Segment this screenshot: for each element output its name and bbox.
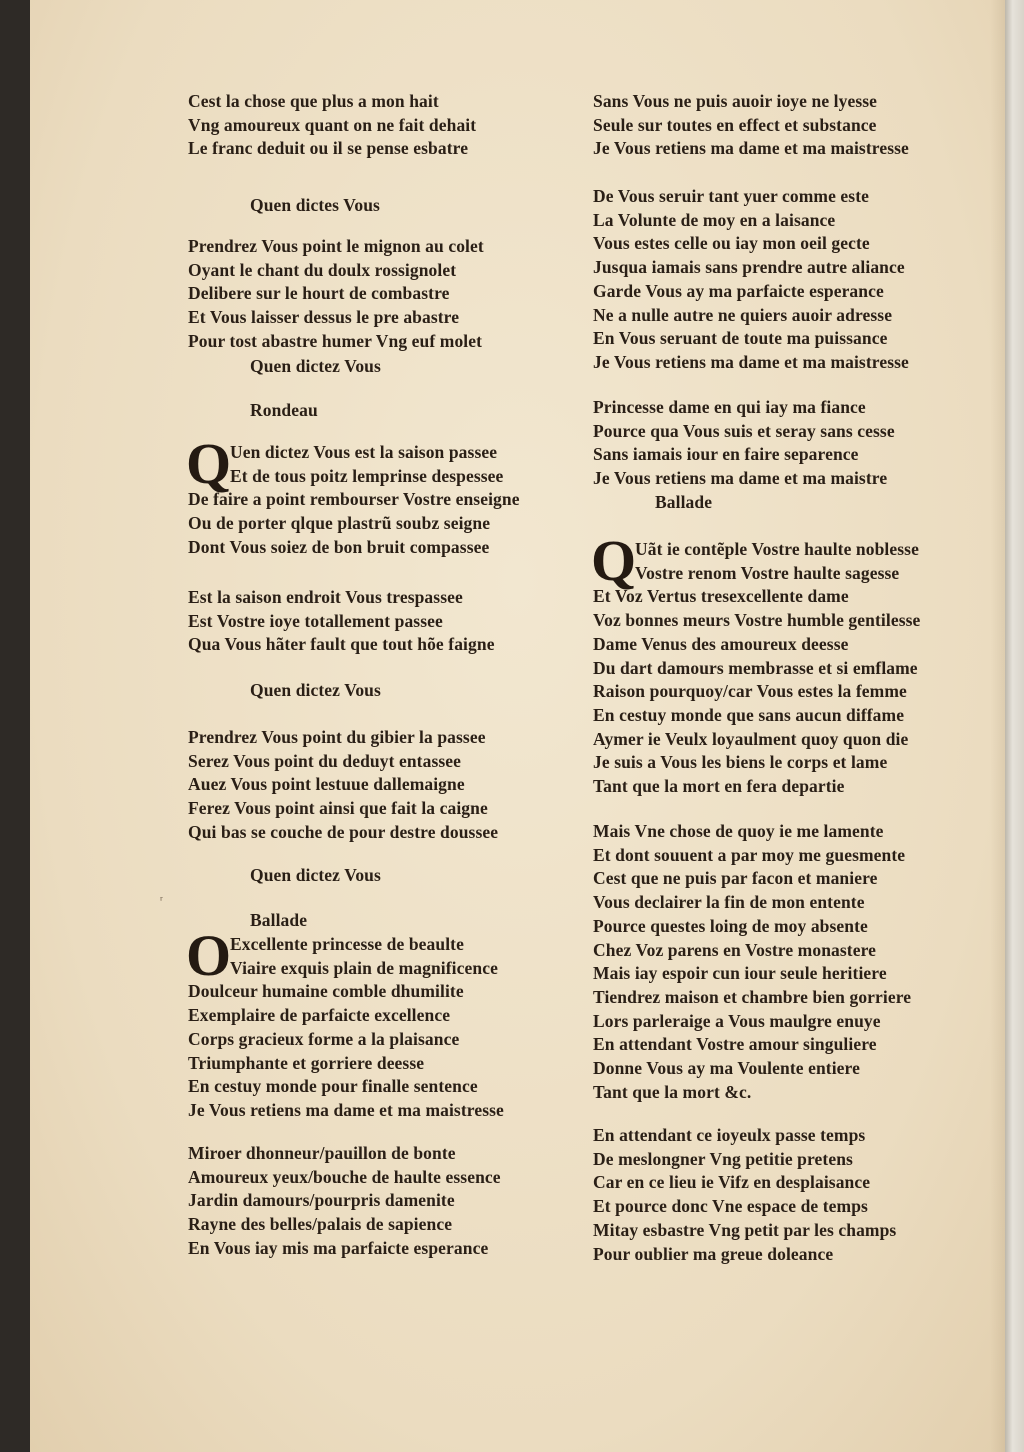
book-page: [30, 0, 1005, 1452]
verse-line: Vng amoureux quant on ne fait dehait: [188, 114, 477, 135]
verse-line: Tant que la mort &c.: [593, 1081, 752, 1102]
verse-line: Je Vous retiens ma dame et ma maistre: [593, 468, 888, 489]
verse-line: Vous declairer la fin de mon entente: [593, 892, 865, 913]
verse-line: De meslongner Vng petitie pretens: [593, 1148, 853, 1169]
verse-line: Dont Vous soiez de bon bruit compassee: [188, 536, 490, 557]
verse-line: Chez Voz parens en Vostre monastere: [593, 939, 877, 960]
verse-line: Delibere sur le hourt de combastre: [188, 283, 450, 304]
drop-capital: O: [186, 923, 232, 988]
verse-line: Jardin damours/pourpris damenite: [188, 1190, 455, 1211]
section-heading: Quen dictez Vous: [250, 680, 381, 700]
verse-line: Serez Vous point du deduyt entassee: [188, 750, 462, 771]
verse-line: Mais iay espoir cun iour seule heritiere: [593, 963, 887, 984]
verse-line: Du dart damours membrasse et si emflame: [593, 657, 918, 678]
drop-capital: Q: [591, 528, 637, 593]
verse-line: Je Vous retiens ma dame et ma maistresse: [593, 138, 909, 159]
verse-line: Miroer dhonneur/pauillon de bonte: [188, 1143, 456, 1163]
verse-line: Sans iamais iour en faire separence: [593, 444, 859, 465]
verse-line: Triumphante et gorriere deesse: [188, 1052, 425, 1073]
verse-line: En cestuy monde que sans aucun diffame: [593, 704, 905, 725]
verse-line: Lors parleraige a Vous maulgre enuye: [593, 1010, 881, 1031]
verse-line: Et de tous poitz lemprinse despessee: [230, 465, 504, 486]
verse-line: Raison pourquoy/car Vous estes la femme: [593, 681, 907, 702]
section-heading: Quen dictez Vous: [250, 356, 381, 376]
verse-line: En Vous seruant de toute ma puissance: [593, 328, 888, 349]
section-heading: Ballade: [250, 910, 308, 930]
section-heading: Quen dictes Vous: [250, 195, 380, 215]
verse-line: Est la saison endroit Vous trespassee: [188, 587, 463, 607]
section-heading: Quen dictez Vous: [250, 865, 381, 885]
verse-line: De Vous seruir tant yuer comme este: [593, 186, 870, 206]
verse-line: Pour oublier ma greue doleance: [593, 1243, 834, 1264]
verse-line: Et Voz Vertus tresexcellente dame: [593, 586, 849, 607]
ink-mark: ʳ: [160, 893, 163, 907]
verse-line: Uen dictez Vous est la saison passee: [230, 442, 498, 462]
verse-line: Prendrez Vous point le mignon au colet: [188, 236, 484, 256]
verse-line: Princesse dame en qui iay ma fiance: [593, 397, 866, 417]
verse-line: Cest la chose que plus a mon hait: [188, 91, 439, 111]
verse-line: Garde Vous ay ma parfaicte esperance: [593, 280, 884, 301]
verse-line: Pource questes loing de moy absente: [593, 915, 868, 936]
verse-line: Je Vous retiens ma dame et ma maistresse: [188, 1099, 504, 1120]
verse-line: Exemplaire de parfaicte excellence: [188, 1005, 451, 1026]
verse-line: Sans Vous ne puis auoir ioye ne lyesse: [593, 91, 878, 111]
verse-line: Aymer ie Veulx loyaulment quoy quon die: [593, 728, 909, 749]
verse-line: En attendant ce ioyeulx passe temps: [593, 1125, 866, 1145]
verse-line: Et dont souuent a par moy me guesmente: [593, 844, 906, 865]
verse-line: Tiendrez maison et chambre bien gorriere: [593, 986, 912, 1007]
verse-line: Uãt ie contẽple Vostre haulte noblesse: [635, 539, 919, 559]
verse-line: Amoureux yeux/bouche de haulte essence: [188, 1166, 501, 1187]
verse-line: Je suis a Vous les biens le corps et lame: [593, 752, 888, 773]
drop-capital: Q: [186, 431, 232, 496]
verse-line: En attendant Vostre amour singuliere: [593, 1034, 877, 1055]
verse-line: De faire a point rembourser Vostre enseigne: [188, 489, 520, 510]
verse-line: Excellente princesse de beaulte: [230, 934, 464, 954]
verse-line: Viaire exquis plain de magnificence: [230, 957, 498, 978]
verse-line: Est Vostre ioye totallement passee: [188, 610, 443, 631]
verse-line: Tant que la mort en fera departie: [593, 776, 845, 796]
verse-line: Le franc deduit ou il se pense esbatre: [188, 138, 469, 159]
verse-line: Donne Vous ay ma Voulente entiere: [593, 1058, 860, 1078]
verse-line: Doulceur humaine comble dhumilite: [188, 981, 464, 1002]
verse-line: Mais Vne chose de quoy ie me lamente: [593, 821, 884, 841]
adjacent-page-edge: [1005, 0, 1024, 1452]
verse-line: En cestuy monde pour finalle sentence: [188, 1076, 478, 1097]
verse-line: Vous estes celle ou iay mon oeil gecte: [593, 233, 870, 254]
verse-line: Vostre renom Vostre haulte sagesse: [635, 562, 900, 583]
verse-line: Seule sur toutes en effect et substance: [593, 114, 877, 135]
verse-line: Auez Vous point lestuue dallemaigne: [188, 774, 465, 795]
verse-line: Et Vous laisser dessus le pre abastre: [188, 307, 460, 328]
verse-line: Corps gracieux forme a la plaisance: [188, 1028, 460, 1049]
verse-line: Qua Vous hãter fault que tout hõe faigne: [188, 634, 495, 655]
verse-line: Je Vous retiens ma dame et ma maistresse: [593, 351, 909, 372]
verse-line: La Volunte de moy en a laisance: [593, 209, 836, 230]
verse-line: Pource qua Vous suis et seray sans cesse: [593, 420, 895, 441]
verse-line: Car en ce lieu ie Vifz en desplaisance: [593, 1172, 871, 1193]
section-heading: Rondeau: [250, 400, 318, 420]
verse-line: Cest que ne puis par facon et maniere: [593, 868, 878, 889]
verse-line: Mitay esbastre Vng petit par les champs: [593, 1219, 897, 1240]
verse-line: Dame Venus des amoureux deesse: [593, 633, 849, 654]
verse-line: Ferez Vous point ainsi que fait la caigne: [188, 798, 488, 819]
verse-line: Prendrez Vous point du gibier la passee: [188, 727, 486, 747]
verse-line: Ou de porter qlque plastrũ soubz seigne: [188, 513, 491, 534]
verse-line: Qui bas se couche de pour destre doussee: [188, 821, 499, 842]
verse-line: Voz bonnes meurs Vostre humble gentilesse: [593, 610, 921, 631]
section-heading: Ballade: [655, 492, 713, 512]
verse-line: Oyant le chant du doulx rossignolet: [188, 259, 457, 280]
verse-line: Et pource donc Vne espace de temps: [593, 1196, 868, 1217]
verse-line: Jusqua iamais sans prendre autre aliance: [593, 257, 905, 278]
verse-line: Rayne des belles/palais de sapience: [188, 1214, 453, 1235]
verse-line: Ne a nulle autre ne quiers auoir adresse: [593, 304, 893, 325]
verse-line: En Vous iay mis ma parfaicte esperance: [188, 1237, 489, 1258]
verse-line: Pour tost abastre humer Vng euf molet: [188, 330, 483, 351]
